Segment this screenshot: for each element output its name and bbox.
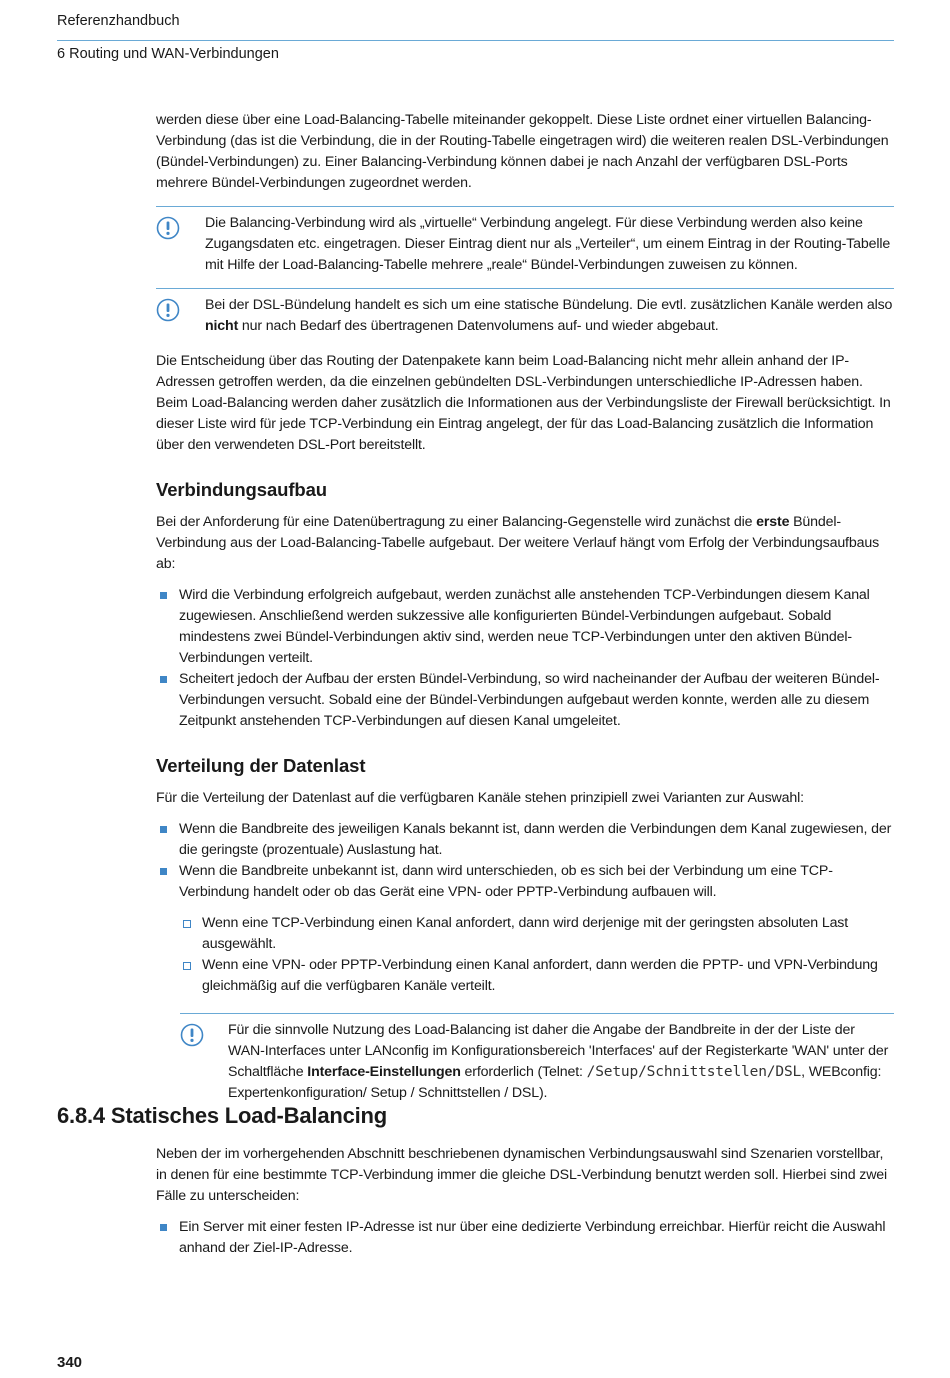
verteilung-paragraph: Für die Verteilung der Datenlast auf die verfügbaren Kanäle stehen prinzipiell zwei Varianten zur Auswahl: bbox=[156, 790, 804, 806]
static-content bbox=[156, 1144, 894, 1259]
ui-label: Interface-Einstellungen bbox=[307, 1064, 461, 1080]
exclamation-circle-icon bbox=[156, 298, 180, 322]
list-item: Wird die Verbindung erfolgreich aufgebaut, werden zunächst alle anstehenden TCP-Verbindungen diesem Kanal zugewiesen. Anschließend werden sukzessive alle konfigurierten Bündel-Verbindungen aufgebaut. Sobald mindestens zwei Bündel-Verbindungen aktiv sind, werden neue TCP-Verbindungen unter den aktiven Bündel-Verbindungen verteilt. bbox=[156, 585, 894, 669]
main-content bbox=[156, 110, 894, 1108]
note-text: Die Balancing-Verbindung wird als „virtuelle“ Verbindung angelegt. Für diese Verbindung werden also keine Zugangsdaten etc. eingetragen. Dieser Eintrag dient nur als „Verteiler“, um einem Eintrag in der Routing-Tabelle mit Hilfe der Load-Balancing-Tabelle mehrere „reale“ Bündel-Verbindungen zuweisen zu können. bbox=[205, 215, 891, 273]
note-box bbox=[180, 1013, 894, 1108]
sub-list-item: Wenn eine VPN- oder PPTP-Verbindung einen Kanal anfordert, dann werden die PPTP- und VPN-Verbindung gleichmäßig auf die verfügbaren Kanäle verteilt. bbox=[179, 955, 894, 997]
aufbau-list bbox=[156, 585, 894, 732]
note-box bbox=[156, 288, 894, 341]
note-text: Bei der DSL-Bündelung handelt es sich um eine statische Bündelung. Die evtl. zusätzlichen Kanäle werden also nicht nur nach Bedarf des übertragenen Datenvolumens auf- und wieder abgebaut. bbox=[205, 297, 893, 334]
exclamation-circle-icon bbox=[156, 216, 180, 240]
heading-verbindungsaufbau: Verbindungsaufbau bbox=[156, 479, 327, 500]
aufbau-paragraph: Bei der Anforderung für eine Datenübertragung zu einer Balancing-Gegenstelle wird zunächst die erste Bündel-Verbindung aus der Load-Balancing-Tabelle aufgebaut. Der weitere Verlauf hängt vom Erfolg der Verbindungsaufbaus ab: bbox=[156, 514, 880, 572]
list-item: Wenn die Bandbreite unbekannt ist, dann wird unterschieden, ob es sich bei der Verbindung um eine TCP-Verbindung handelt oder ob das Gerät eine VPN- oder PPTP-Verbindung aufbauen will. bbox=[156, 861, 894, 903]
chapter-title: 6 Routing und WAN-Verbindungen bbox=[57, 46, 279, 62]
telnet-path: /Setup/Schnittstellen/DSL bbox=[586, 1064, 802, 1080]
intro-paragraph: werden diese über eine Load-Balancing-Tabelle miteinander gekoppelt. Diese Liste ordnet einer virtuellen Balancing-Verbindung (das ist die Verbindung, die in der Routing-Tabelle eingetragen wird) die weiteren realen DSL-Verbindungen (Bündel-Verbindungen) zu. Einer Balancing-Verbindung können dabei je nach Anzahl der verfügbaren DSL-Ports mehrere Bündel-Verbindungen zugeordnet werden. bbox=[156, 112, 889, 191]
header-divider bbox=[57, 40, 894, 41]
page-number: 340 bbox=[57, 1354, 83, 1371]
emphasis: nicht bbox=[205, 318, 239, 334]
verteilung-sublist bbox=[179, 913, 894, 997]
heading-verteilung: Verteilung der Datenlast bbox=[156, 755, 366, 776]
list-item: Scheitert jedoch der Aufbau der ersten Bündel-Verbindung, so wird nacheinander der Aufbau der weiteren Bündel-Verbindungen versucht. Sobald eine der Bündel-Verbindungen aufgebaut werden konnte, werden alle zu diesem Zeitpunkt anstehenden TCP-Verbindungen auf diesen Kanal umgeleitet. bbox=[156, 669, 894, 732]
note-box bbox=[156, 206, 894, 280]
static-list bbox=[156, 1217, 894, 1259]
verteilung-list bbox=[156, 819, 894, 903]
exclamation-circle-icon bbox=[180, 1023, 204, 1047]
static-paragraph: Neben der im vorhergehenden Abschnitt beschriebenen dynamischen Verbindungsauswahl sind Szenarien vorstellbar, in denen für eine bestimmte TCP-Verbindung immer die gleiche DSL-Verbindung benutzt werden soll. Hierbei sind zwei Fälle zu unterscheiden: bbox=[156, 1146, 888, 1204]
book-title: Referenzhandbuch bbox=[57, 13, 180, 29]
routing-paragraph: Die Entscheidung über das Routing der Datenpakete kann beim Load-Balancing nicht mehr allein anhand der IP-Adressen getroffen werden, da die einzelnen gebündelten DSL-Verbindungen unterschiedliche IP-Adressen haben. Beim Load-Balancing werden daher zusätzlich die Informationen aus der Verbindungsliste der Firewall berücksichtigt. In dieser Liste wird für jede TCP-Verbindung ein Eintrag angelegt, der für das Load-Balancing zusätzlich die Information über den verwendeten DSL-Port bereitstellt. bbox=[156, 353, 891, 453]
list-item: Wenn die Bandbreite des jeweiligen Kanals bekannt ist, dann werden die Verbindungen dem Kanal zugewiesen, der die geringste (prozentuale) Auslastung hat. bbox=[156, 819, 894, 861]
sub-list-item: Wenn eine TCP-Verbindung einen Kanal anfordert, dann wird derjenige mit der geringsten absoluten Last ausgewählt. bbox=[179, 913, 894, 955]
list-item: Ein Server mit einer festen IP-Adresse ist nur über eine dedizierte Verbindung erreichbar. Hierfür reicht die Auswahl anhand der Ziel-IP-Adresse. bbox=[156, 1217, 894, 1259]
section-heading-static-load-balancing: 6.8.4 Statisches Load-Balancing bbox=[57, 1103, 388, 1128]
emphasis: erste bbox=[756, 514, 790, 530]
note-text: Für die sinnvolle Nutzung des Load-Balancing ist daher die Angabe der Bandbreite in der der Liste der WAN-Interfaces unter LANconfig im Konfigurationsbereich 'Interfaces' auf der Registerkarte 'WAN' unter der Schaltfläche Interface-Einstellungen erforderlich (Telnet: /Setup/Schnittstellen/DSL, WEBconfig: Expertenkonfiguration/ Setup / Schnittstellen / DSL). bbox=[228, 1022, 889, 1101]
